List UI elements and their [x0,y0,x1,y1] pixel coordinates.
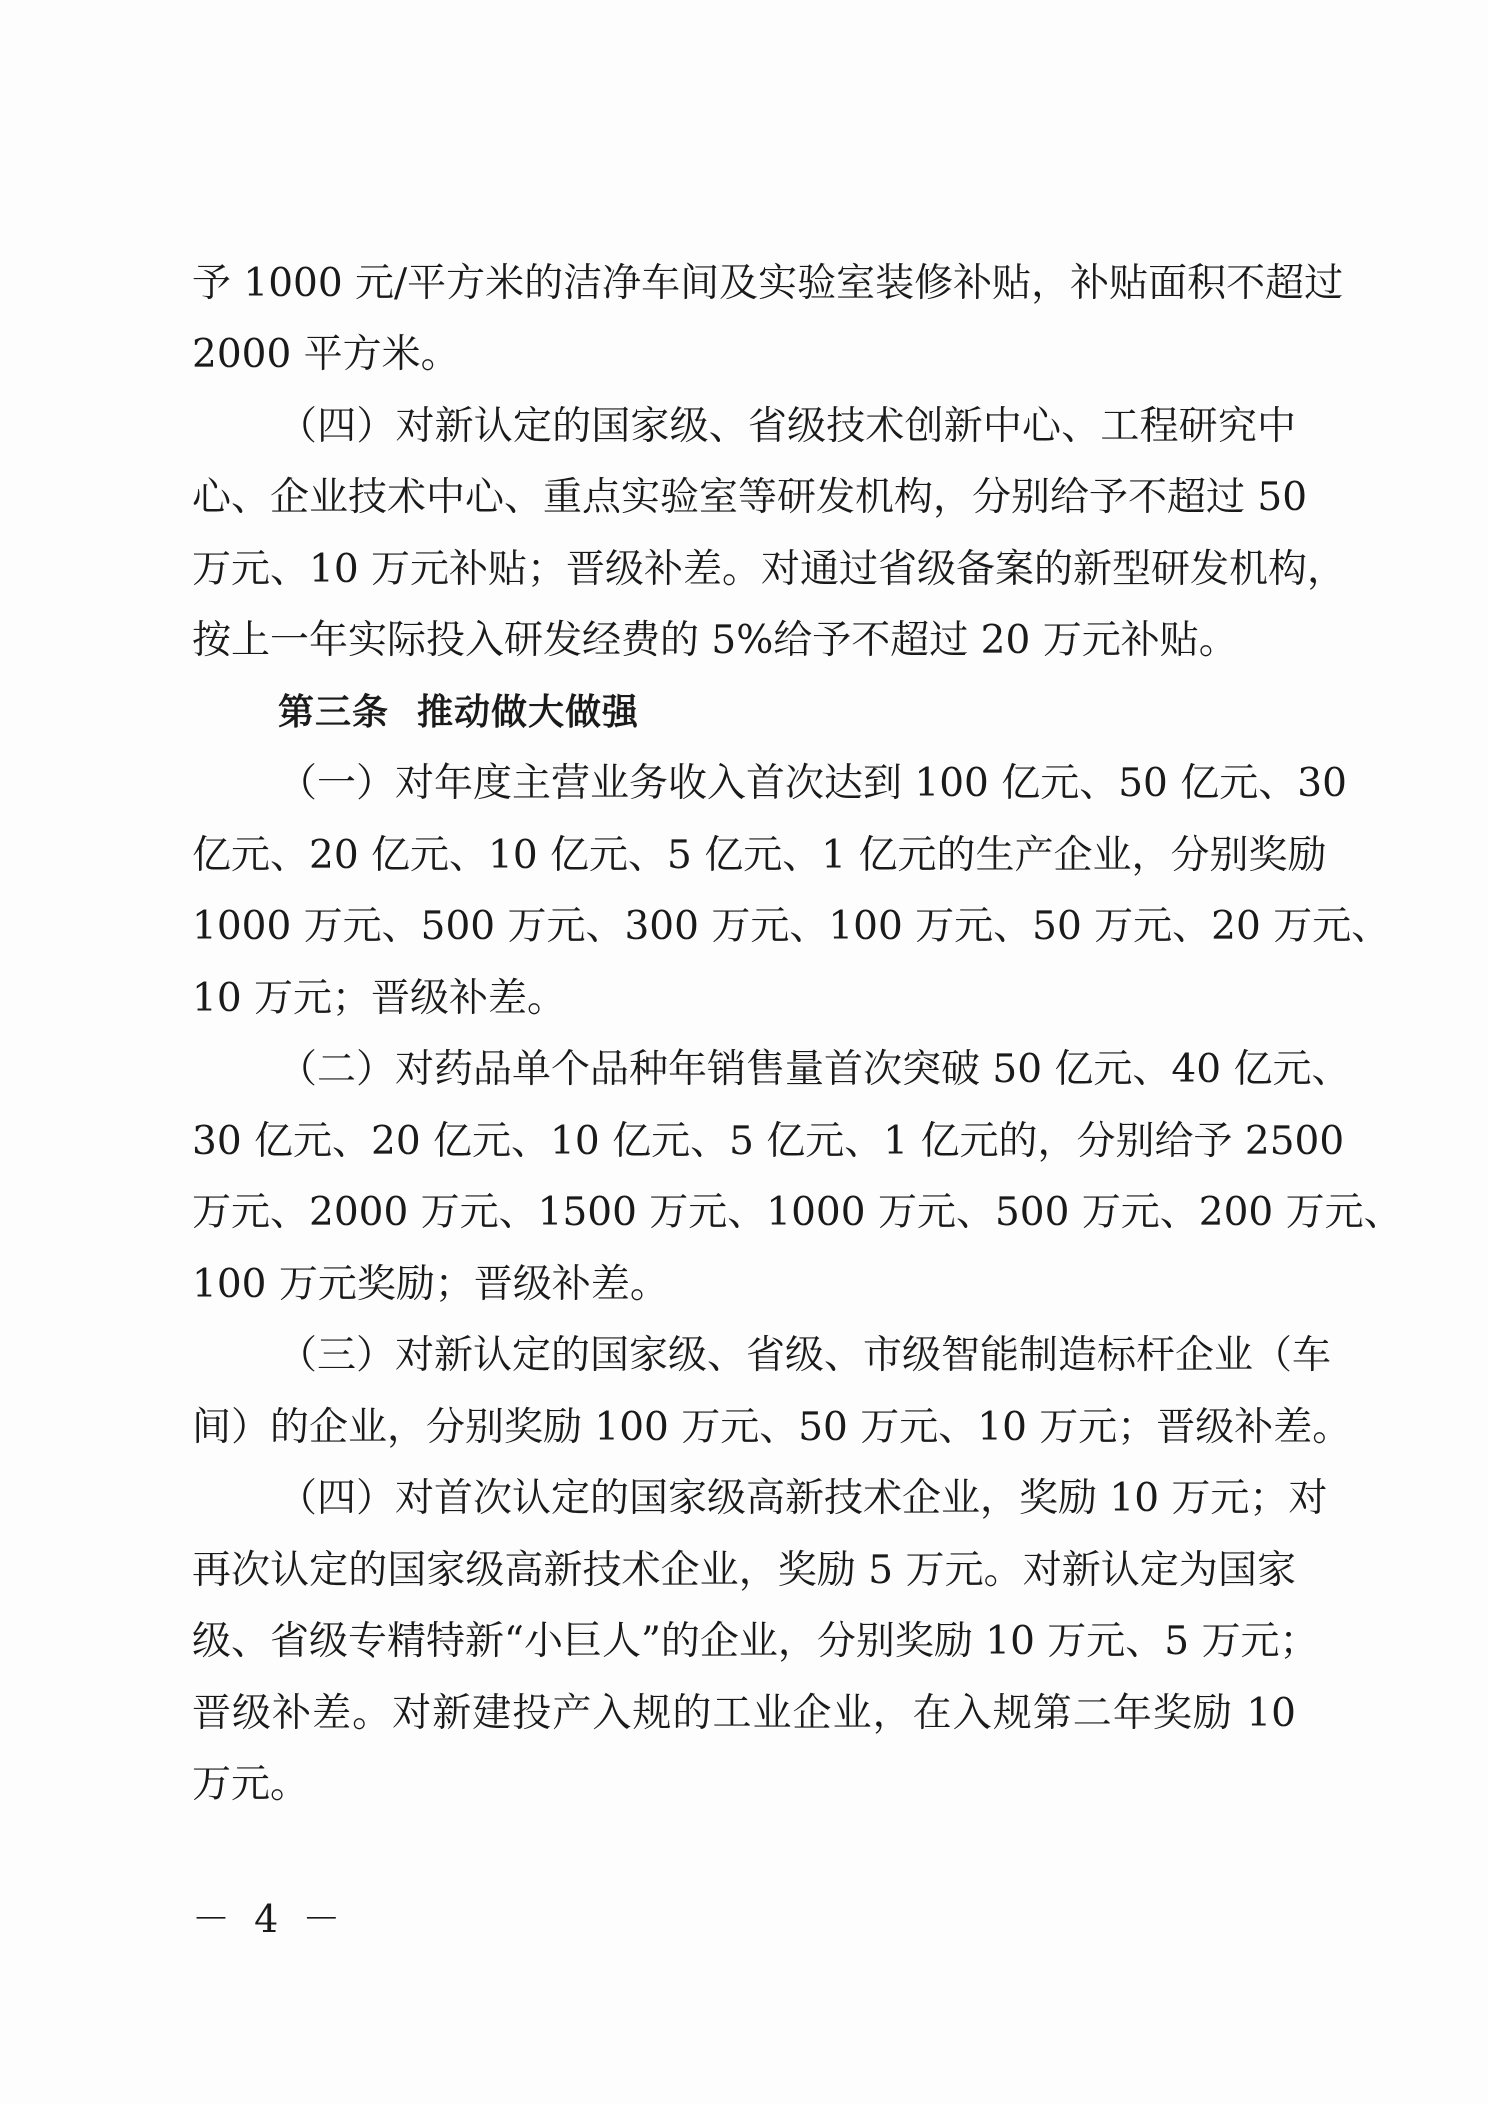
text-line: 100 万元奖励；晋级补差。 [192,1262,669,1307]
paragraph-three-line: （三）对新认定的国家级、省级、市级智能制造标杆企业（车 [278,1333,1332,1378]
text-line: 按上一年实际投入研发经费的 5%给予不超过 20 万元补贴。 [192,618,1238,663]
text-line: 级、省级专精特新“小巨人”的企业，分别奖励 10 万元、5 万元； [192,1619,1319,1664]
text-line: 2000 平方米。 [192,332,460,377]
paragraph-four-line: （四）对新认定的国家级、省级技术创新中心、工程研究中 [278,404,1296,449]
text-line: 晋级补差。对新建投产入规的工业企业，在入规第二年奖励 10 [192,1691,1296,1736]
paragraph-two-line: （二）对药品单个品种年销售量首次突破 50 亿元、40 亿元、 [278,1047,1351,1092]
article-heading [278,685,639,741]
paragraph-four-line: （四）对首次认定的国家级高新技术企业，奖励 10 万元；对 [278,1476,1328,1521]
text-line: 再次认定的国家级高新技术企业，奖励 5 万元。对新认定为国家 [192,1548,1296,1593]
text-line: 1000 万元、500 万元、300 万元、100 万元、50 万元、20 万元、 [192,904,1391,949]
paragraph-one-line: （一）对年度主营业务收入首次达到 100 亿元、50 亿元、30 [278,761,1347,806]
text-line: 予 1000 元/平方米的洁净车间及实验室装修补贴，补贴面积不超过 [192,261,1344,306]
article-title: 推动做大做强 [417,692,640,733]
text-line: 万元、10 万元补贴；晋级补差。对通过省级备案的新型研发机构， [192,547,1347,592]
text-line: 万元、2000 万元、1500 万元、1000 万元、500 万元、200 万元、 [192,1190,1403,1235]
text-line: 万元。 [192,1762,310,1807]
text-line: 亿元、20 亿元、10 亿元、5 亿元、1 亿元的生产企业，分别奖励 [192,833,1327,878]
text-line: 10 万元；晋级补差。 [192,976,567,1021]
text-line: 间）的企业，分别奖励 100 万元、50 万元、10 万元；晋级补差。 [192,1405,1352,1450]
page-number: － 4 － [192,1897,347,1941]
text-line: 心、企业技术中心、重点实验室等研发机构，分别给予不超过 50 [192,475,1308,520]
text-line: 30 亿元、20 亿元、10 亿元、5 亿元、1 亿元的，分别给予 2500 [192,1119,1345,1164]
article-number: 第三条 [278,692,390,733]
